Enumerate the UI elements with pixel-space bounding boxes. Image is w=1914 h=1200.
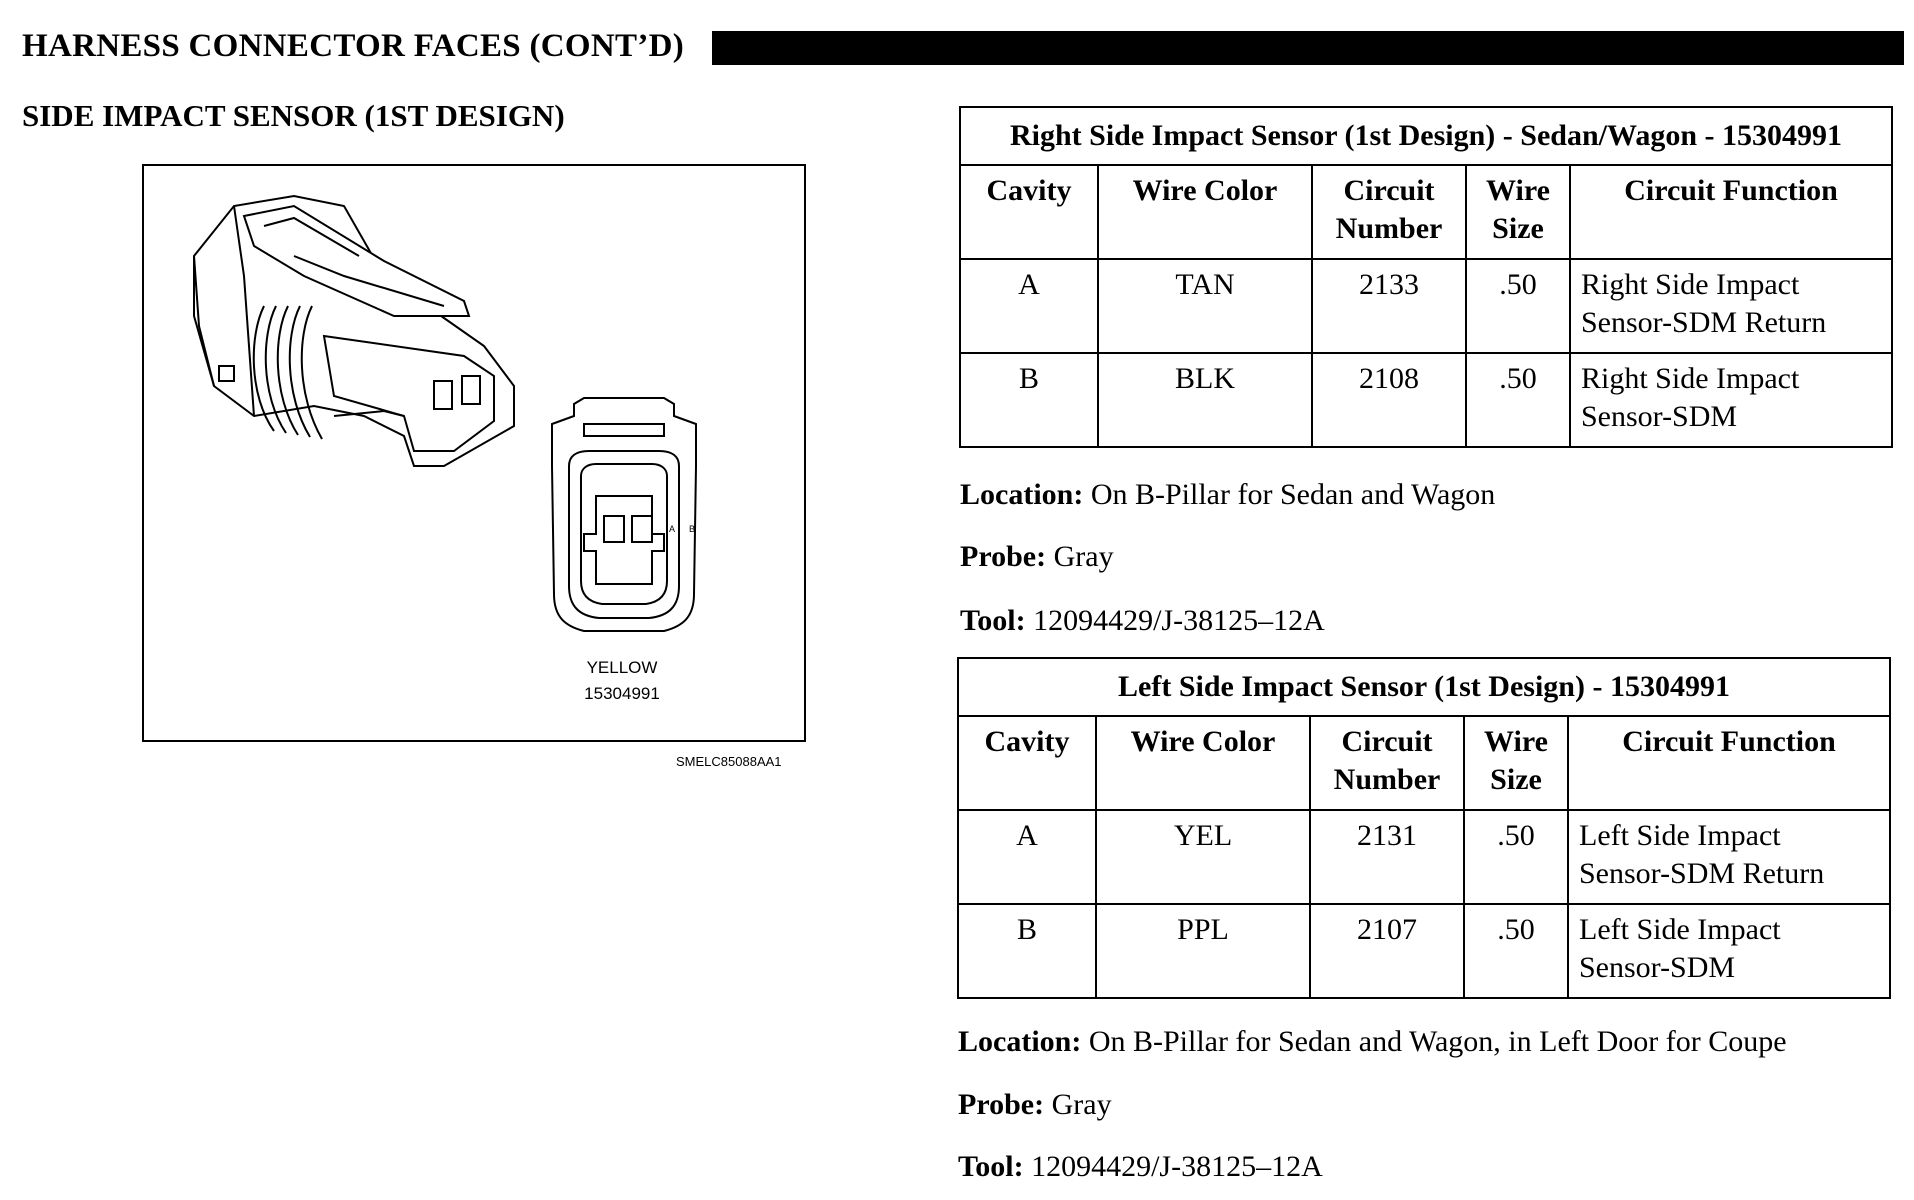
- table-row: [960, 353, 1892, 447]
- cell-function: Left Side Impact Sensor-SDM: [1568, 904, 1890, 998]
- table-row: [958, 810, 1890, 904]
- cell-cavity: B: [960, 353, 1098, 447]
- cell-function: Left Side Impact Sensor-SDM Return: [1568, 810, 1890, 904]
- col-cavity: Cavity: [960, 165, 1098, 259]
- location-label: Location:: [958, 1025, 1082, 1058]
- connector-color-label: YELLOW: [586, 658, 658, 677]
- header-bar: [712, 31, 1904, 65]
- probe-label: Probe:: [958, 1088, 1045, 1121]
- col-cavity: Cavity: [958, 716, 1096, 810]
- cell-wire-color: TAN: [1098, 259, 1312, 353]
- cell-size: .50: [1466, 259, 1570, 353]
- left-tool: [958, 1150, 1323, 1184]
- cell-size: .50: [1464, 904, 1568, 998]
- col-circuit-number: Circuit Number: [1312, 165, 1466, 259]
- page-header-title: HARNESS CONNECTOR FACES (CONT’D): [22, 28, 685, 64]
- location-value: On B-Pillar for Sedan and Wagon, in Left Door for Coupe: [1088, 1025, 1787, 1058]
- cell-wire-color: BLK: [1098, 353, 1312, 447]
- tool-label: Tool:: [960, 604, 1026, 637]
- section-title: SIDE IMPACT SENSOR (1ST DESIGN): [22, 98, 565, 133]
- cell-wire-color: YEL: [1096, 810, 1310, 904]
- right-probe: [960, 540, 1114, 574]
- col-wire-color: Wire Color: [1098, 165, 1312, 259]
- right-location: [960, 478, 1495, 512]
- location-label: Location:: [960, 478, 1084, 511]
- col-circuit-function: Circuit Function: [1570, 165, 1892, 259]
- cavity-b-label: B: [688, 524, 695, 534]
- cell-circuit: 2108: [1312, 353, 1466, 447]
- tool-value: 12094429/J-38125–12A: [1033, 604, 1325, 637]
- cell-function: Right Side Impact Sensor-SDM: [1570, 353, 1892, 447]
- left-probe: [958, 1088, 1112, 1122]
- col-circuit-function: Circuit Function: [1568, 716, 1890, 810]
- probe-value: Gray: [1053, 540, 1114, 573]
- col-wire-size: Wire Size: [1464, 716, 1568, 810]
- connector-part-number: 15304991: [584, 684, 660, 703]
- cell-cavity: A: [960, 259, 1098, 353]
- cell-circuit: 2107: [1310, 904, 1464, 998]
- col-wire-size: Wire Size: [1466, 165, 1570, 259]
- cell-size: .50: [1466, 353, 1570, 447]
- table-title: Right Side Impact Sensor (1st Design) - Sedan/Wagon - 15304991: [960, 107, 1892, 165]
- connector-drawing: [144, 166, 804, 740]
- connector-figure: [142, 164, 806, 742]
- probe-value: Gray: [1051, 1088, 1112, 1121]
- cell-cavity: B: [958, 904, 1096, 998]
- cell-size: .50: [1464, 810, 1568, 904]
- cell-wire-color: PPL: [1096, 904, 1310, 998]
- tool-label: Tool:: [958, 1150, 1024, 1183]
- table-row: [960, 259, 1892, 353]
- table-title: Left Side Impact Sensor (1st Design) - 15304991: [958, 658, 1890, 716]
- cavity-a-label: A: [668, 524, 675, 534]
- col-circuit-number: Circuit Number: [1310, 716, 1464, 810]
- probe-label: Probe:: [960, 540, 1047, 573]
- cell-cavity: A: [958, 810, 1096, 904]
- col-wire-color: Wire Color: [1096, 716, 1310, 810]
- left-location: [958, 1025, 1787, 1059]
- cell-circuit: 2133: [1312, 259, 1466, 353]
- left-sensor-table: [957, 657, 1891, 999]
- cell-circuit: 2131: [1310, 810, 1464, 904]
- right-tool: [960, 604, 1325, 638]
- right-sensor-table: [959, 106, 1893, 448]
- cell-function: Right Side Impact Sensor-SDM Return: [1570, 259, 1892, 353]
- location-value: On B-Pillar for Sedan and Wagon: [1090, 478, 1496, 511]
- table-row: [958, 904, 1890, 998]
- tool-value: 12094429/J-38125–12A: [1031, 1150, 1323, 1183]
- figure-code: SMELC85088AA1: [676, 754, 782, 769]
